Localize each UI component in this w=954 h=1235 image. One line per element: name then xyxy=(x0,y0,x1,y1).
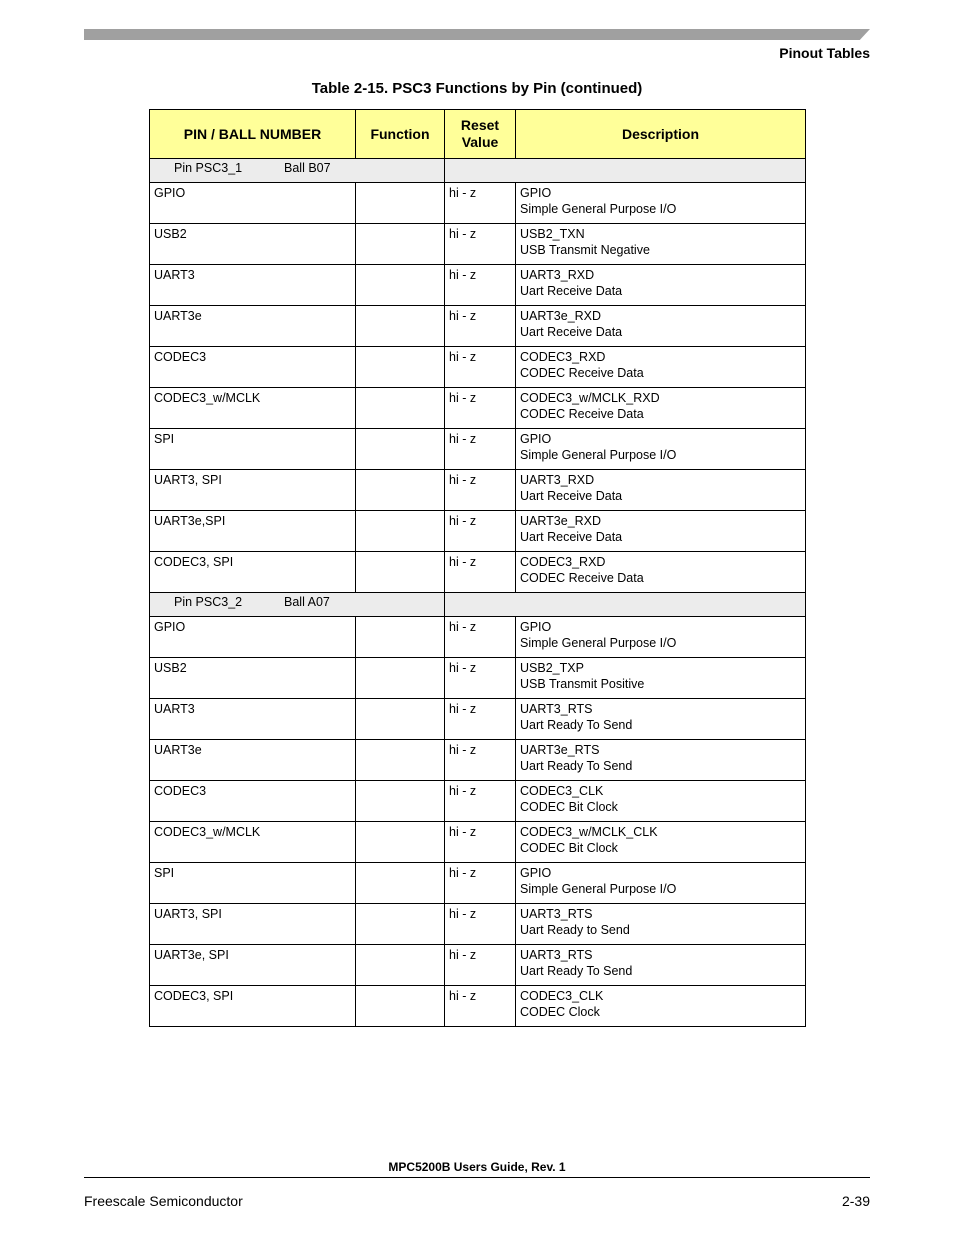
cell-description xyxy=(516,511,806,552)
cell-reset-value: hi - z xyxy=(445,265,516,306)
table-row xyxy=(150,699,806,740)
cell-reset-value: hi - z xyxy=(445,863,516,904)
cell-pin-function: CODEC3_w/MCLK xyxy=(150,822,356,863)
group-ball-number: Ball A07 xyxy=(284,595,330,609)
description-text: Simple General Purpose I/O xyxy=(520,201,677,216)
description-text: Simple General Purpose I/O xyxy=(520,447,677,462)
cell-function xyxy=(356,224,445,265)
table-row xyxy=(150,224,806,265)
cell-function xyxy=(356,822,445,863)
col-header-pin-ball: PIN / BALL NUMBER xyxy=(150,110,356,159)
table-row xyxy=(150,822,806,863)
cell-reset-value: hi - z xyxy=(445,740,516,781)
description-text: CODEC Receive Data xyxy=(520,406,644,421)
cell-function xyxy=(356,658,445,699)
table-row xyxy=(150,511,806,552)
group-empty-cell xyxy=(445,159,806,183)
table-row xyxy=(150,306,806,347)
cell-pin-function: GPIO xyxy=(150,183,356,224)
cell-function xyxy=(356,945,445,986)
table-row xyxy=(150,781,806,822)
description-signal: USB2_TXN xyxy=(520,227,585,241)
cell-function xyxy=(356,740,445,781)
cell-reset-value: hi - z xyxy=(445,945,516,986)
cell-reset-value: hi - z xyxy=(445,183,516,224)
cell-function xyxy=(356,863,445,904)
cell-description xyxy=(516,658,806,699)
section-title: Pinout Tables xyxy=(779,45,870,61)
cell-function xyxy=(356,470,445,511)
table-header-row xyxy=(150,110,806,159)
cell-pin-function: CODEC3, SPI xyxy=(150,552,356,593)
description-text: CODEC Clock xyxy=(520,1004,600,1019)
cell-description xyxy=(516,265,806,306)
cell-pin-function: UART3e,SPI xyxy=(150,511,356,552)
description-text: Uart Receive Data xyxy=(520,283,623,298)
cell-description xyxy=(516,781,806,822)
cell-description xyxy=(516,863,806,904)
table-row xyxy=(150,429,806,470)
description-text: Uart Ready To Send xyxy=(520,717,633,732)
description-signal: UART3e_RTS xyxy=(520,743,600,757)
cell-description xyxy=(516,986,806,1027)
description-text: Uart Ready To Send xyxy=(520,963,633,978)
table-row xyxy=(150,863,806,904)
cell-reset-value: hi - z xyxy=(445,470,516,511)
footer-company: Freescale Semiconductor xyxy=(84,1193,243,1209)
description-text: USB Transmit Negative xyxy=(520,242,650,257)
cell-function xyxy=(356,781,445,822)
cell-pin-function: UART3, SPI xyxy=(150,904,356,945)
cell-pin-function: UART3 xyxy=(150,699,356,740)
description-text: Simple General Purpose I/O xyxy=(520,635,677,650)
cell-pin-function: UART3e xyxy=(150,306,356,347)
description-signal: GPIO xyxy=(520,186,552,200)
description-signal: UART3_RXD xyxy=(520,268,595,282)
footer-page-number: 2-39 xyxy=(841,1193,870,1209)
table-row xyxy=(150,388,806,429)
cell-reset-value: hi - z xyxy=(445,658,516,699)
description-text: Uart Receive Data xyxy=(520,324,623,339)
cell-description xyxy=(516,740,806,781)
group-pin-ball-cell xyxy=(150,159,445,183)
description-text: CODEC Receive Data xyxy=(520,570,644,585)
table-row xyxy=(150,658,806,699)
cell-pin-function: UART3e, SPI xyxy=(150,945,356,986)
cell-function xyxy=(356,904,445,945)
description-text: Uart Ready to Send xyxy=(520,922,630,937)
cell-reset-value: hi - z xyxy=(445,904,516,945)
cell-reset-value: hi - z xyxy=(445,511,516,552)
table-row xyxy=(150,552,806,593)
description-signal: CODEC3_CLK xyxy=(520,784,604,798)
cell-pin-function: SPI xyxy=(150,863,356,904)
cell-function xyxy=(356,511,445,552)
table-row xyxy=(150,945,806,986)
cell-pin-function: USB2 xyxy=(150,658,356,699)
description-text: CODEC Receive Data xyxy=(520,365,644,380)
cell-description xyxy=(516,183,806,224)
cell-function xyxy=(356,265,445,306)
psc3-functions-table xyxy=(149,109,806,1027)
cell-description xyxy=(516,347,806,388)
cell-reset-value: hi - z xyxy=(445,617,516,658)
description-text: Uart Receive Data xyxy=(520,529,623,544)
cell-reset-value: hi - z xyxy=(445,224,516,265)
group-pin-name: Pin PSC3_2 xyxy=(174,595,243,609)
cell-function xyxy=(356,699,445,740)
cell-pin-function: GPIO xyxy=(150,617,356,658)
group-empty-cell xyxy=(445,593,806,617)
footer-divider xyxy=(84,1177,870,1178)
table-row xyxy=(150,904,806,945)
table-body xyxy=(150,159,806,1027)
description-signal: CODEC3_w/MCLK_CLK xyxy=(520,825,658,839)
cell-description xyxy=(516,945,806,986)
table-row xyxy=(150,740,806,781)
cell-description xyxy=(516,224,806,265)
cell-description xyxy=(516,552,806,593)
group-row xyxy=(150,593,806,617)
cell-description xyxy=(516,699,806,740)
cell-reset-value: hi - z xyxy=(445,552,516,593)
description-signal: GPIO xyxy=(520,620,552,634)
description-signal: UART3_RTS xyxy=(520,702,593,716)
cell-function xyxy=(356,388,445,429)
cell-reset-value: hi - z xyxy=(445,781,516,822)
cell-description xyxy=(516,388,806,429)
cell-reset-value: hi - z xyxy=(445,986,516,1027)
cell-reset-value: hi - z xyxy=(445,388,516,429)
footer-doc-title: MPC5200B Users Guide, Rev. 1 xyxy=(388,1160,566,1174)
cell-pin-function: UART3, SPI xyxy=(150,470,356,511)
table-row xyxy=(150,183,806,224)
cell-reset-value: hi - z xyxy=(445,306,516,347)
cell-function xyxy=(356,429,445,470)
cell-function xyxy=(356,306,445,347)
cell-description xyxy=(516,617,806,658)
description-text: Simple General Purpose I/O xyxy=(520,881,677,896)
cell-description xyxy=(516,470,806,511)
cell-function xyxy=(356,986,445,1027)
header-bar xyxy=(84,29,870,40)
cell-pin-function: CODEC3, SPI xyxy=(150,986,356,1027)
cell-description xyxy=(516,904,806,945)
description-signal: GPIO xyxy=(520,866,552,880)
description-signal: GPIO xyxy=(520,432,552,446)
description-signal: CODEC3_RXD xyxy=(520,555,606,569)
description-signal: UART3e_RXD xyxy=(520,309,602,323)
cell-reset-value: hi - z xyxy=(445,347,516,388)
description-signal: USB2_TXP xyxy=(520,661,584,675)
description-text: Uart Ready To Send xyxy=(520,758,633,773)
description-signal: UART3e_RXD xyxy=(520,514,602,528)
col-header-function: Function xyxy=(356,110,445,159)
group-pin-ball-cell xyxy=(150,593,445,617)
description-signal: CODEC3_w/MCLK_RXD xyxy=(520,391,660,405)
col-header-description: Description xyxy=(516,110,806,159)
table-row xyxy=(150,986,806,1027)
cell-pin-function: SPI xyxy=(150,429,356,470)
cell-pin-function: UART3 xyxy=(150,265,356,306)
group-row xyxy=(150,159,806,183)
cell-description xyxy=(516,429,806,470)
cell-reset-value: hi - z xyxy=(445,822,516,863)
description-signal: UART3_RXD xyxy=(520,473,595,487)
cell-description xyxy=(516,822,806,863)
cell-function xyxy=(356,183,445,224)
description-text: USB Transmit Positive xyxy=(520,676,645,691)
cell-reset-value: hi - z xyxy=(445,699,516,740)
cell-pin-function: CODEC3 xyxy=(150,781,356,822)
description-signal: CODEC3_CLK xyxy=(520,989,604,1003)
group-ball-number: Ball B07 xyxy=(284,161,331,175)
table-row xyxy=(150,470,806,511)
cell-pin-function: UART3e xyxy=(150,740,356,781)
cell-pin-function: CODEC3 xyxy=(150,347,356,388)
cell-pin-function: USB2 xyxy=(150,224,356,265)
description-signal: UART3_RTS xyxy=(520,907,593,921)
group-pin-name: Pin PSC3_1 xyxy=(174,161,243,175)
cell-function xyxy=(356,552,445,593)
table-title: Table 2-15. PSC3 Functions by Pin (continued) xyxy=(311,80,643,97)
table-row xyxy=(150,265,806,306)
description-signal: CODEC3_RXD xyxy=(520,350,606,364)
description-signal: UART3_RTS xyxy=(520,948,593,962)
cell-function xyxy=(356,617,445,658)
cell-pin-function: CODEC3_w/MCLK xyxy=(150,388,356,429)
cell-function xyxy=(356,347,445,388)
table-row xyxy=(150,617,806,658)
description-text: CODEC Bit Clock xyxy=(520,799,618,814)
cell-description xyxy=(516,306,806,347)
description-text: Uart Receive Data xyxy=(520,488,623,503)
cell-reset-value: hi - z xyxy=(445,429,516,470)
description-text: CODEC Bit Clock xyxy=(520,840,618,855)
table-row xyxy=(150,347,806,388)
col-header-reset-value: Reset Value xyxy=(445,110,516,159)
